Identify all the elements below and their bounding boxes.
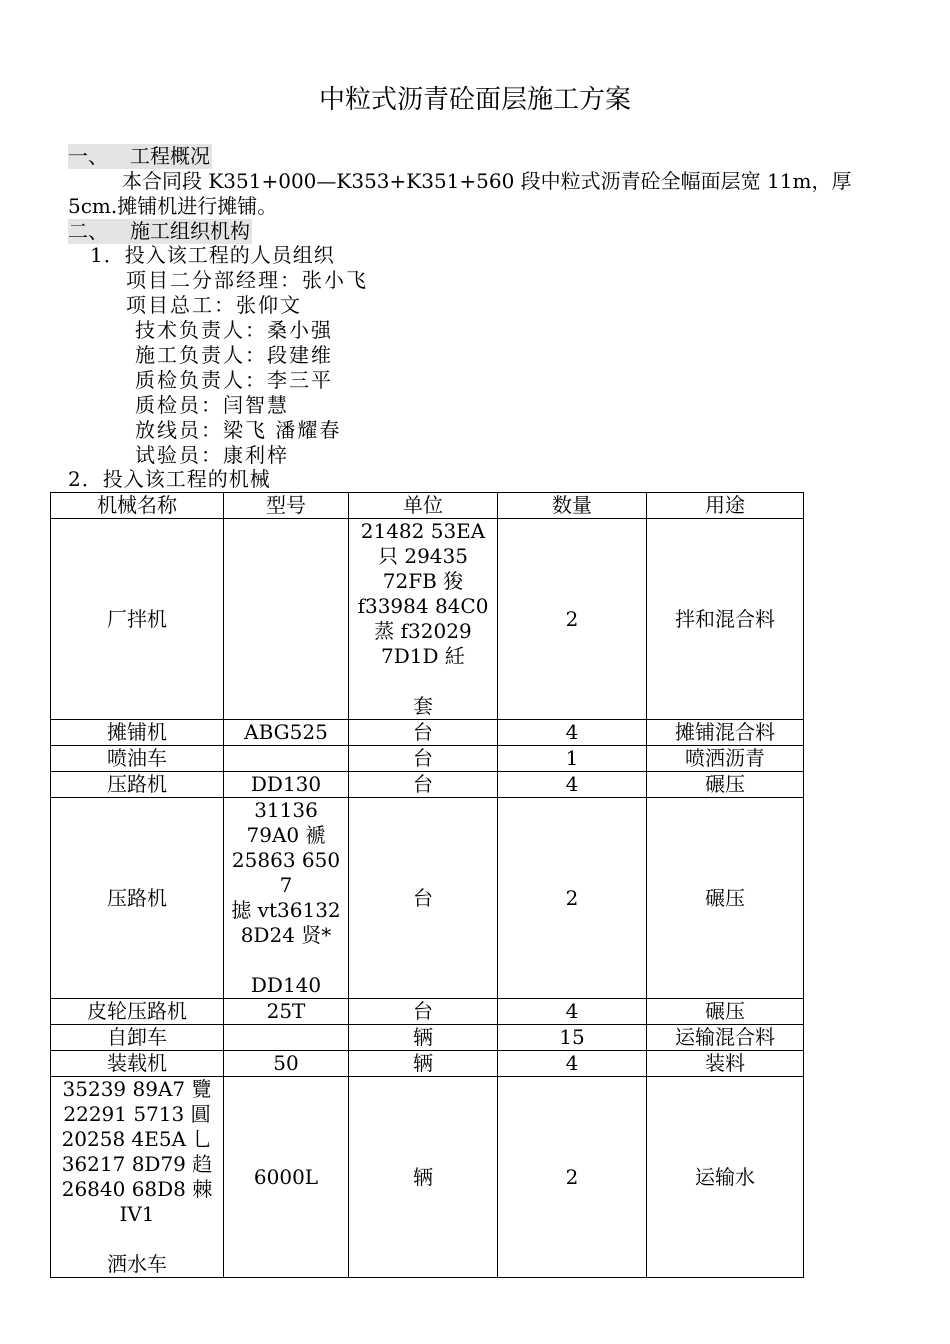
- cell-name: 喷油车: [51, 746, 224, 772]
- table-row: [51, 1025, 804, 1051]
- cell-usage: 碾压: [647, 999, 804, 1025]
- cell-model: [224, 519, 349, 720]
- cell-quantity: 4: [498, 999, 647, 1025]
- personnel-line: 项目总工：张仰文: [126, 293, 302, 317]
- cell-unit: 辆: [349, 1077, 498, 1278]
- table-row: [51, 1077, 804, 1278]
- table-row: [51, 772, 804, 798]
- section-number: 二、: [68, 219, 108, 243]
- cell-unit: 台: [349, 999, 498, 1025]
- personnel-line: 项目二分部经理：张小飞: [126, 268, 368, 292]
- cell-unit: 台: [349, 720, 498, 746]
- cell-quantity: 1: [498, 746, 647, 772]
- personnel-line: 质检员：闫智慧: [135, 393, 289, 417]
- document-title: 中粒式沥青砼面层施工方案: [318, 85, 631, 115]
- cell-unit: 辆: [349, 1051, 498, 1077]
- cell-model: 31136 79A0 褫 25863 6507 摅 vt36132 8D24 贤* DD140: [224, 798, 349, 999]
- cell-name: 装载机: [51, 1051, 224, 1077]
- cell-name: 35239 89A7 覽 22291 5713 圓 20258 4E5A 乚 36217 8D79 趋 26840 68D8 棘 IV1 洒水车: [51, 1077, 224, 1278]
- personnel-line: 质检负责人：李三平: [135, 368, 333, 392]
- header-unit: 单位: [349, 493, 498, 519]
- cell-model: ABG525: [224, 720, 349, 746]
- cell-unit: 台: [349, 746, 498, 772]
- cell-unit: 台: [349, 798, 498, 999]
- cell-usage: 摊铺混合料: [647, 720, 804, 746]
- cell-unit: 21482 53EA 只 29435 72FB 狻 f33984 84C0 蒸 f32029 7D1D 紝 套: [349, 519, 498, 720]
- overview-paragraph: [68, 169, 888, 219]
- cell-name: 厂拌机: [51, 519, 224, 720]
- cell-name: 皮轮压路机: [51, 999, 224, 1025]
- machinery-table: [50, 492, 804, 1278]
- section-heading-overview: [68, 144, 212, 169]
- machinery-heading: 2．投入该工程的机械: [68, 467, 271, 491]
- table-row: [51, 720, 804, 746]
- cell-name: 摊铺机: [51, 720, 224, 746]
- cell-model: [224, 746, 349, 772]
- overview-text: 本合同段 K351+000—K353+K351+560 段中粒式沥青砼全幅面层宽 11m，厚 5cm.摊铺机进行摊铺。: [68, 169, 852, 218]
- cell-model: 50: [224, 1051, 349, 1077]
- header-quantity: 数量: [498, 493, 647, 519]
- cell-unit: 台: [349, 772, 498, 798]
- personnel-heading: 1．投入该工程的人员组织: [90, 243, 335, 267]
- section-title: 施工组织机构: [130, 219, 250, 243]
- personnel-line: 技术负责人：桑小强: [135, 318, 333, 342]
- cell-usage: 碾压: [647, 798, 804, 999]
- cell-model: [224, 1025, 349, 1051]
- table-row: [51, 999, 804, 1025]
- table-row: [51, 746, 804, 772]
- cell-model: 25T: [224, 999, 349, 1025]
- table-row: [51, 798, 804, 999]
- cell-usage: 拌和混合料: [647, 519, 804, 720]
- cell-usage: 运输水: [647, 1077, 804, 1278]
- header-usage: 用途: [647, 493, 804, 519]
- cell-name: 自卸车: [51, 1025, 224, 1051]
- personnel-line: 放线员：梁飞 潘耀春: [135, 418, 342, 442]
- table-row: [51, 519, 804, 720]
- personnel-line: 施工负责人：段建维: [135, 343, 333, 367]
- section-title: 工程概况: [130, 144, 210, 168]
- cell-quantity: 2: [498, 798, 647, 999]
- cell-name: 压路机: [51, 798, 224, 999]
- header-name: 机械名称: [51, 493, 224, 519]
- cell-usage: 碾压: [647, 772, 804, 798]
- cell-quantity: 4: [498, 720, 647, 746]
- cell-quantity: 15: [498, 1025, 647, 1051]
- section-number: 一、: [68, 144, 108, 168]
- cell-quantity: 4: [498, 772, 647, 798]
- header-model: 型号: [224, 493, 349, 519]
- cell-model: 6000L: [224, 1077, 349, 1278]
- section-heading-organization: [68, 219, 252, 244]
- table-row: [51, 1051, 804, 1077]
- cell-usage: 喷洒沥青: [647, 746, 804, 772]
- cell-quantity: 2: [498, 519, 647, 720]
- personnel-line: 试验员：康利梓: [135, 443, 289, 467]
- cell-quantity: 2: [498, 1077, 647, 1278]
- cell-model: DD130: [224, 772, 349, 798]
- cell-usage: 运输混合料: [647, 1025, 804, 1051]
- cell-unit: 辆: [349, 1025, 498, 1051]
- cell-name: 压路机: [51, 772, 224, 798]
- table-header-row: [51, 493, 804, 519]
- cell-quantity: 4: [498, 1051, 647, 1077]
- cell-usage: 装料: [647, 1051, 804, 1077]
